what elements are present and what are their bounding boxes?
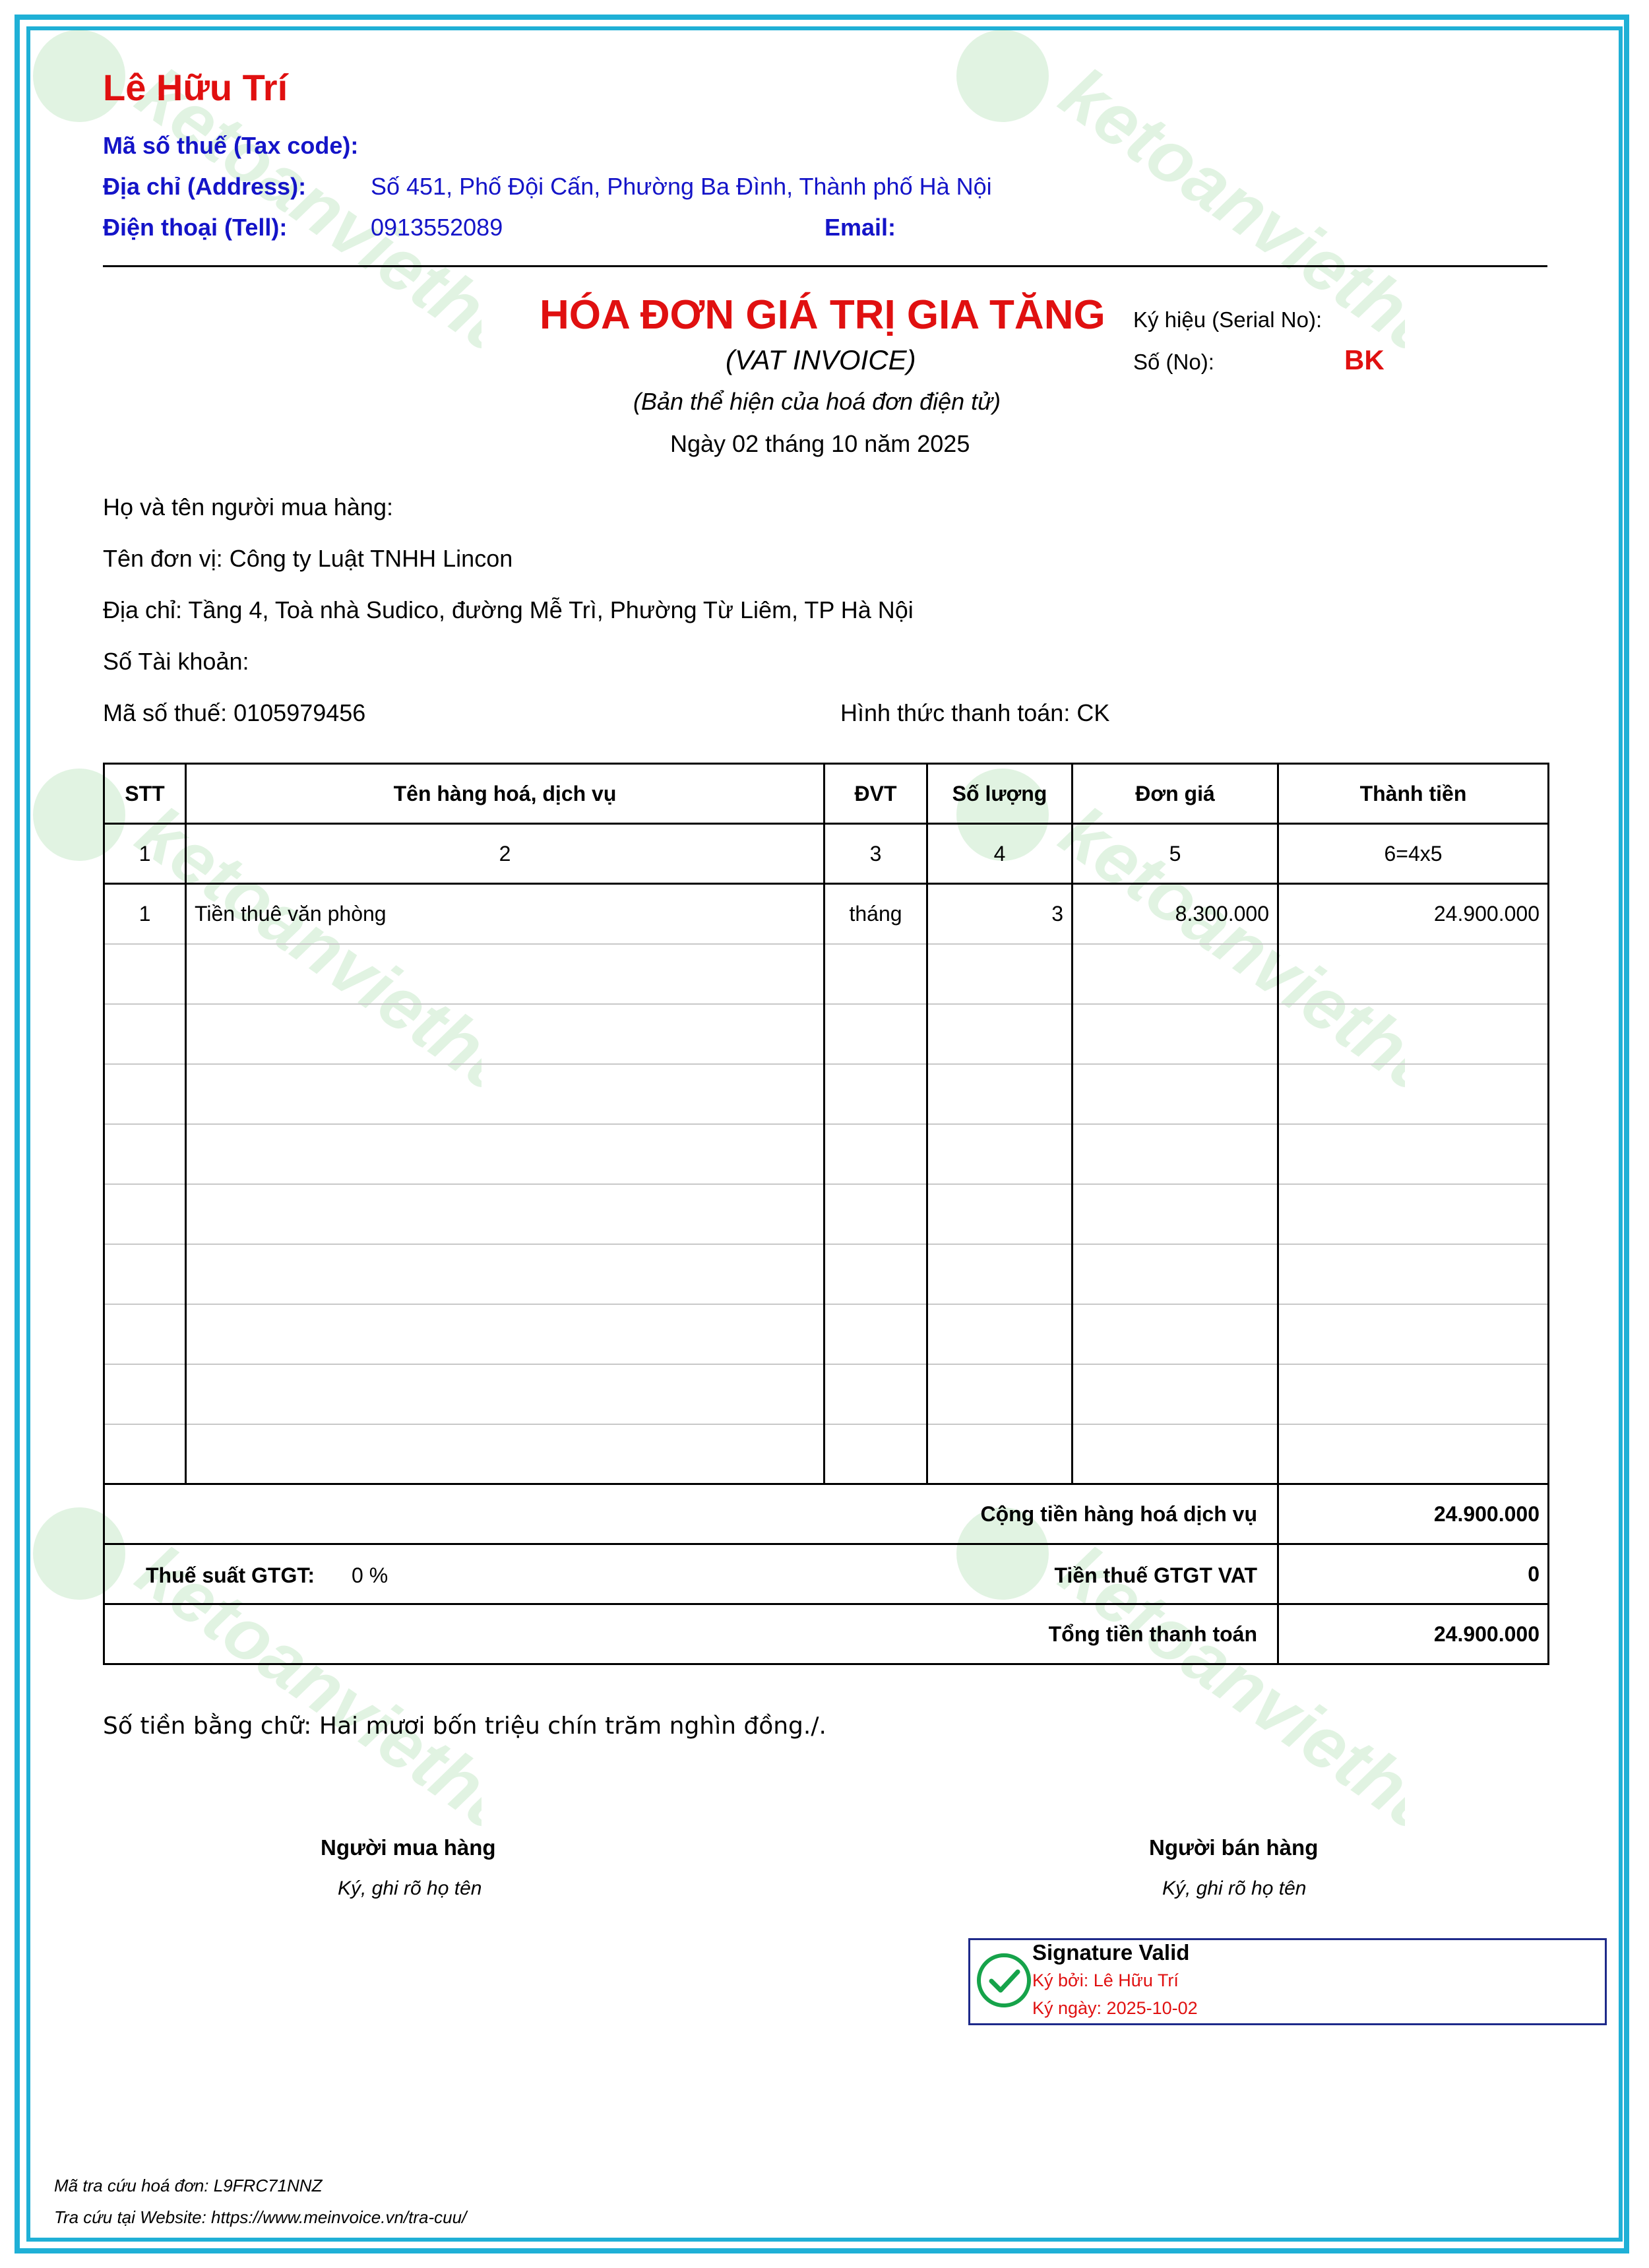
amount-in-words: Số tiền bằng chữ: Hai mươi bốn triệu chín trăm nghìn đồng./.	[103, 1713, 826, 1740]
serial-label: Ký hiệu (Serial No):	[1133, 307, 1322, 332]
seller-tax-code-label: Mã số thuế (Tax code):	[103, 132, 359, 159]
table-row-empty	[104, 1064, 1549, 1124]
item-unit: tháng	[824, 884, 927, 944]
buyer-signature-note: Ký, ghi rõ họ tên	[338, 1877, 482, 1899]
header-unit: ĐVT	[824, 764, 927, 824]
seller-signature-note: Ký, ghi rõ họ tên	[1162, 1877, 1307, 1899]
vat-row	[104, 1544, 1549, 1604]
seller-signature-title: Người bán hàng	[1149, 1835, 1319, 1860]
vat-amount-value: 0	[1278, 1544, 1549, 1604]
item-unit-price: 8.300.000	[1073, 884, 1278, 944]
invoice-note: (Bản thể hiện của hoá đơn điện tử)	[633, 388, 1001, 415]
checkmark-icon	[976, 1952, 1032, 2009]
column-number: 3	[824, 824, 927, 884]
table-row-empty	[104, 944, 1549, 1004]
buyer-unit: Tên đơn vị: Công ty Luật TNHH Lincon	[103, 545, 513, 572]
header-quantity: Số lượng	[927, 764, 1073, 824]
vat-cell	[104, 1544, 1278, 1604]
item-stt: 1	[104, 884, 186, 944]
lookup-website[interactable]: Tra cứu tại Website: https://www.meinvoice.vn/tra-cuu/	[54, 2207, 467, 2227]
table-row-empty	[104, 1364, 1549, 1424]
lookup-code: Mã tra cứu hoá đơn: L9FRC71NNZ	[54, 2176, 323, 2195]
header-unit-price: Đơn giá	[1073, 764, 1278, 824]
svg-text:ketoanviethung: ketoanviethung	[1046, 1529, 1405, 1847]
invoice-date: Ngày 02 tháng 10 năm 2025	[670, 430, 970, 457]
seller-phone: 0913552089	[371, 214, 503, 241]
subtotal-row	[104, 1484, 1549, 1544]
vat-rate-value: 0 %	[352, 1563, 389, 1587]
table-row-empty	[104, 1304, 1549, 1364]
signed-date: Ký ngày: 2025-10-02	[1032, 1998, 1198, 2018]
invoice-no-label: Số (No):	[1133, 350, 1214, 374]
header-divider	[103, 265, 1547, 267]
item-quantity: 3	[927, 884, 1073, 944]
table-row-empty	[104, 1124, 1549, 1184]
seller-email-label: Email:	[824, 214, 896, 241]
payment-method: Hình thức thanh toán: CK	[840, 699, 1110, 726]
buyer-account: Số Tài khoản:	[103, 648, 249, 675]
column-number: 5	[1073, 824, 1278, 884]
subtotal-label: Cộng tiền hàng hoá dịch vụ	[104, 1484, 1278, 1544]
table-row-empty	[104, 1004, 1549, 1064]
header-stt: STT	[104, 764, 186, 824]
svg-text:ketoanviethung: ketoanviethung	[123, 790, 482, 1108]
table-row-empty	[104, 1244, 1549, 1304]
svg-text:ketoanviethung: ketoanviethung	[123, 1529, 482, 1847]
table-row-empty	[104, 1424, 1549, 1484]
header-amount: Thành tiền	[1278, 764, 1549, 824]
total-label: Tổng tiền thanh toán	[104, 1604, 1278, 1664]
invoice-subtitle: (VAT INVOICE)	[726, 344, 916, 375]
signature-valid-title: Signature Valid	[1032, 1940, 1190, 1965]
vat-rate-label: Thuế suất GTGT:	[146, 1563, 315, 1587]
vat-amount-label: Tiền thuế GTGT VAT	[1054, 1563, 1257, 1587]
invoice-no-value: BK	[1344, 344, 1385, 375]
seller-phone-label: Điện thoại (Tell):	[103, 214, 288, 241]
seller-address: Số 451, Phố Đội Cấn, Phường Ba Đình, Thành phố Hà Nội	[371, 173, 992, 200]
invoice-items-table	[103, 763, 1549, 1665]
svg-text:ketoanviethung: ketoanviethung	[1046, 790, 1405, 1108]
item-name: Tiền thuê văn phòng	[186, 884, 824, 944]
buyer-tax-code: Mã số thuế: 0105979456	[103, 699, 366, 726]
digital-signature-box	[968, 1938, 1607, 2025]
column-number: 1	[104, 824, 186, 884]
header-description: Tên hàng hoá, dịch vụ	[186, 764, 824, 824]
column-number: 4	[927, 824, 1073, 884]
buyer-name: Họ và tên người mua hàng:	[103, 493, 393, 520]
seller-address-label: Địa chỉ (Address):	[103, 173, 307, 200]
signed-by: Ký bởi: Lê Hữu Trí	[1032, 1970, 1179, 1990]
total-value: 24.900.000	[1278, 1604, 1549, 1664]
column-numbering-row	[104, 824, 1549, 884]
item-amount: 24.900.000	[1278, 884, 1549, 944]
invoice-title: HÓA ĐƠN GIÁ TRỊ GIA TĂNG	[540, 292, 1105, 338]
subtotal-value: 24.900.000	[1278, 1484, 1549, 1544]
svg-text:ketoanviethung: ketoanviethung	[123, 51, 482, 369]
svg-text:ketoanviethung: ketoanviethung	[1046, 51, 1405, 369]
column-number: 2	[186, 824, 824, 884]
table-row-empty	[104, 1184, 1549, 1244]
buyer-address: Địa chỉ: Tầng 4, Toà nhà Sudico, đường Mễ Trì, Phường Từ Liêm, TP Hà Nội	[103, 596, 914, 623]
total-row	[104, 1604, 1549, 1664]
column-number: 6=4x5	[1278, 824, 1549, 884]
seller-name: Lê Hữu Trí	[103, 67, 288, 108]
buyer-signature-title: Người mua hàng	[321, 1835, 496, 1860]
table-row	[104, 884, 1549, 944]
